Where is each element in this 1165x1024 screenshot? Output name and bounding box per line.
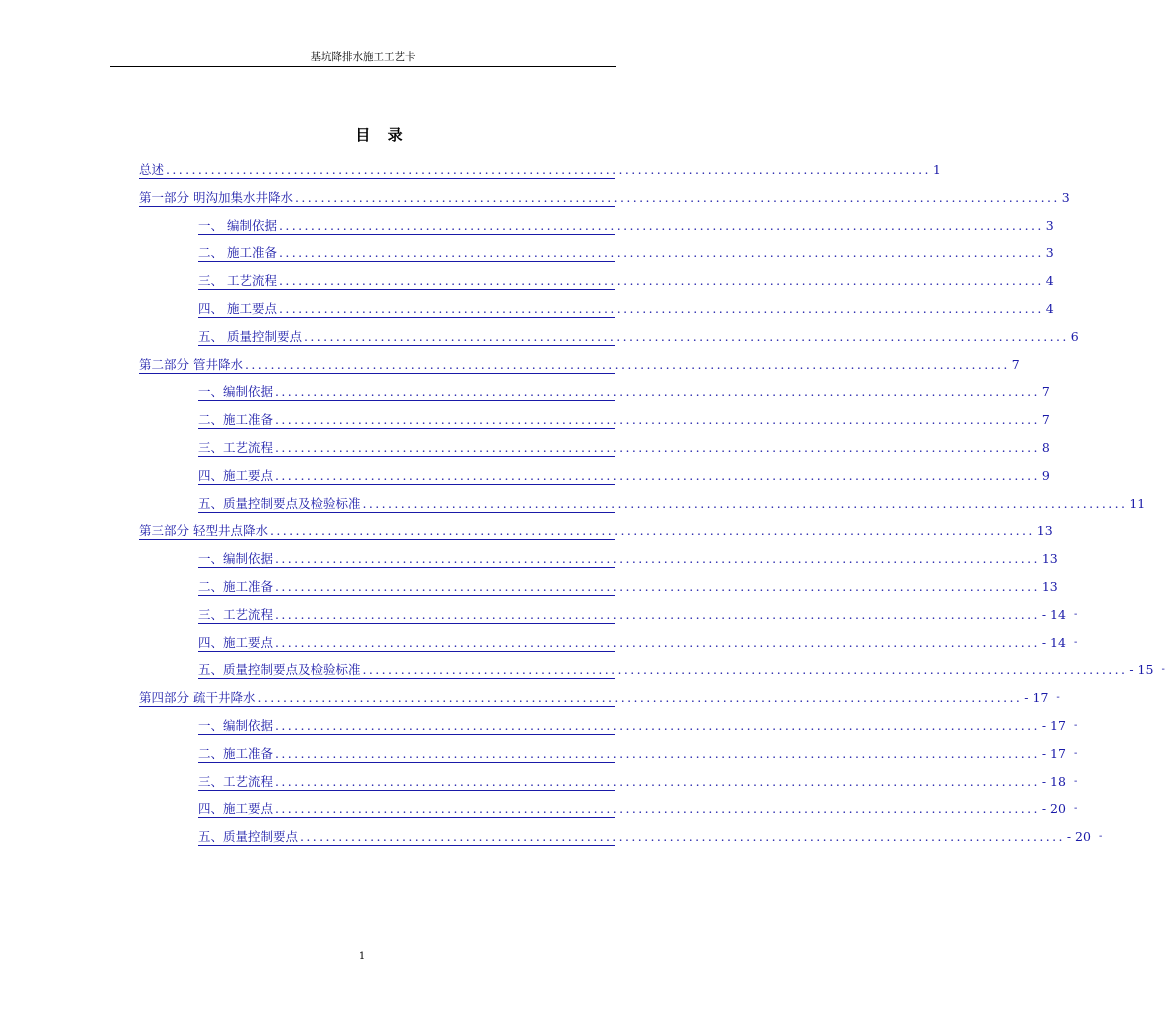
toc-entry-label: 第一部分 明沟加集水井降水 <box>139 189 293 205</box>
toc-leader-dots: ........................................................................................................................ <box>275 634 1040 650</box>
toc-entry-trail-mark: - <box>1073 775 1078 787</box>
toc-leader-dots: ........................................................................................................................ <box>275 606 1040 622</box>
toc-entry-page: 4 <box>1045 301 1054 316</box>
toc-entry-label: 一、编制依据 <box>198 551 274 567</box>
toc-leader-dots: ........................................................................................................................ <box>275 718 1040 733</box>
toc-leader-dots: ........................................................................................................................ <box>166 162 931 177</box>
header-divider <box>110 66 616 67</box>
toc-entry-page: 8 <box>1041 440 1050 455</box>
toc-leader-dots: ........................................................................................................................ <box>362 495 1128 511</box>
toc-entry-page: 13 <box>1041 551 1058 567</box>
toc-entry[interactable] <box>198 269 1054 290</box>
toc-leader-dots: ........................................................................................................................ <box>275 801 1040 817</box>
toc-leader-dots: ........................................................................................................................ <box>275 440 1040 455</box>
toc-entry[interactable] <box>198 825 1103 846</box>
toc-entry-trail-mark: - <box>1073 747 1078 759</box>
toc-entry[interactable] <box>198 241 1054 262</box>
toc-entry-label: 二、 施工准备 <box>198 245 277 261</box>
toc-entry-page: 13 <box>1041 579 1058 594</box>
toc-leader-dots: ........................................................................................................................ <box>275 551 1040 567</box>
toc-entry[interactable] <box>198 408 1050 429</box>
toc-leader-dots: ........................................................................................................................ <box>257 690 1023 706</box>
toc-entry-page: 1 <box>932 162 941 177</box>
toc-entry-page: - 20 <box>1066 829 1091 845</box>
toc-entry-page: - 14 <box>1041 606 1066 622</box>
toc-entry-label: 三、 工艺流程 <box>198 273 277 289</box>
toc-entry-page: - 17 <box>1024 690 1049 706</box>
toc-entry-label: 五、质量控制要点 <box>198 829 299 845</box>
toc-entry[interactable] <box>198 325 1079 346</box>
toc-entry-page: - 20 <box>1041 801 1066 817</box>
toc-entry-label: 一、编制依据 <box>198 718 274 733</box>
toc-entry-page: - 14 <box>1041 634 1066 650</box>
toc-leader-dots: ........................................................................................................................ <box>362 662 1128 678</box>
page-number: 1 <box>358 951 366 962</box>
toc-entry-label: 四、施工要点 <box>198 801 274 817</box>
toc-entry[interactable] <box>198 297 1054 318</box>
toc-entry-page: 3 <box>1045 217 1054 233</box>
toc-entry-page: 6 <box>1070 328 1079 344</box>
toc-entry-label: 五、 质量控制要点 <box>198 328 302 344</box>
toc-entry-trail-mark: - <box>1073 608 1078 620</box>
toc-leader-dots: ........................................................................................................................ <box>275 384 1040 400</box>
toc-leader-dots: ........................................................................................................................ <box>244 356 1010 372</box>
toc-leader-dots: ........................................................................................................................ <box>275 773 1040 789</box>
toc-entry-trail-mark: - <box>1073 803 1078 815</box>
toc-entry[interactable] <box>198 714 1078 735</box>
toc-entry-label: 四、施工要点 <box>198 467 274 483</box>
toc-entry-page: 3 <box>1045 245 1054 261</box>
toc-entry[interactable] <box>139 686 1060 707</box>
toc-entry-label: 四、 施工要点 <box>198 301 277 316</box>
toc-entry[interactable] <box>198 797 1078 818</box>
toc-entry[interactable] <box>198 658 1165 679</box>
toc-leader-dots: ........................................................................................................................ <box>275 745 1040 761</box>
toc-entry-label: 三、工艺流程 <box>198 440 274 455</box>
toc-entry-label: 五、质量控制要点及检验标准 <box>198 495 361 511</box>
toc-leader-dots: ........................................................................................................................ <box>275 467 1040 483</box>
toc-leader-dots: ........................................................................................................................ <box>278 273 1044 289</box>
toc-title: 目 录 <box>355 126 409 144</box>
toc-leader-dots: ........................................................................................................................ <box>294 189 1060 205</box>
toc-entry-trail-mark: - <box>1073 636 1078 648</box>
toc-entry[interactable] <box>139 158 941 179</box>
toc-entry-page: 7 <box>1041 412 1050 428</box>
toc-entry[interactable] <box>198 603 1078 624</box>
toc-entry-label: 三、工艺流程 <box>198 773 274 789</box>
toc-entry-label: 四、施工要点 <box>198 634 274 650</box>
toc-entry-label: 五、质量控制要点及检验标准 <box>198 662 361 678</box>
toc-entry-label: 三、工艺流程 <box>198 606 274 622</box>
toc-entry-label: 第二部分 管井降水 <box>139 356 243 372</box>
toc-entry[interactable] <box>198 436 1050 457</box>
toc-entry-label: 一、 编制依据 <box>198 217 277 233</box>
toc-entry-page: 11 <box>1129 495 1146 511</box>
toc-entry-page: 9 <box>1041 467 1050 483</box>
toc-leader-dots: ........................................................................................................................ <box>278 301 1044 316</box>
page-header-title: 基坑降排水施工工艺卡 <box>310 51 416 63</box>
toc-entry-page: 7 <box>1041 384 1050 400</box>
toc-entry-page: - 17 <box>1041 718 1066 733</box>
toc-entry[interactable] <box>198 492 1146 513</box>
toc-entry-label: 二、施工准备 <box>198 745 274 761</box>
toc-entry-page: - 17 <box>1041 745 1066 761</box>
toc-entry-trail-mark: - <box>1073 720 1078 731</box>
toc-leader-dots: ........................................................................................................................ <box>278 245 1044 261</box>
toc-entry-label: 二、施工准备 <box>198 579 274 594</box>
toc-entry-label: 一、编制依据 <box>198 384 274 400</box>
toc-entry[interactable] <box>198 547 1058 568</box>
toc-entry-trail-mark: - <box>1161 664 1165 676</box>
toc-entry-label: 总述 <box>139 162 165 177</box>
toc-leader-dots: ........................................................................................................................ <box>275 412 1040 428</box>
toc-entry[interactable] <box>139 519 1053 540</box>
toc-entry[interactable] <box>198 742 1078 763</box>
toc-entry-page: 7 <box>1011 356 1020 372</box>
toc-entry-page: 3 <box>1061 189 1070 205</box>
toc-entry-label: 第三部分 轻型井点降水 <box>139 523 268 539</box>
toc-entry-label: 二、施工准备 <box>198 412 274 428</box>
toc-entry[interactable] <box>139 186 1070 207</box>
toc-leader-dots: ........................................................................................................................ <box>275 579 1040 594</box>
toc-entry-page: - 15 <box>1129 662 1154 678</box>
toc-entry-trail-mark: - <box>1056 692 1060 704</box>
toc-entry[interactable] <box>139 353 1020 374</box>
toc-leader-dots: ........................................................................................................................ <box>278 217 1044 233</box>
toc-entry[interactable] <box>198 770 1078 791</box>
toc-entry[interactable] <box>198 464 1050 485</box>
toc-entry[interactable] <box>198 575 1058 596</box>
toc-entry[interactable] <box>198 631 1078 652</box>
toc-entry[interactable] <box>198 380 1050 401</box>
toc-leader-dots: ........................................................................................................................ <box>269 523 1035 539</box>
toc-entry-trail-mark: - <box>1098 831 1103 843</box>
toc-entry-page: - 18 <box>1041 773 1066 789</box>
toc-entry[interactable] <box>198 214 1054 235</box>
toc-leader-dots: ........................................................................................................................ <box>303 328 1069 344</box>
toc-entry-page: 4 <box>1045 273 1054 289</box>
toc-entry-page: 13 <box>1036 523 1053 539</box>
toc-entry-label: 第四部分 疏干井降水 <box>139 690 256 706</box>
toc-leader-dots: ........................................................................................................................ <box>300 829 1065 845</box>
